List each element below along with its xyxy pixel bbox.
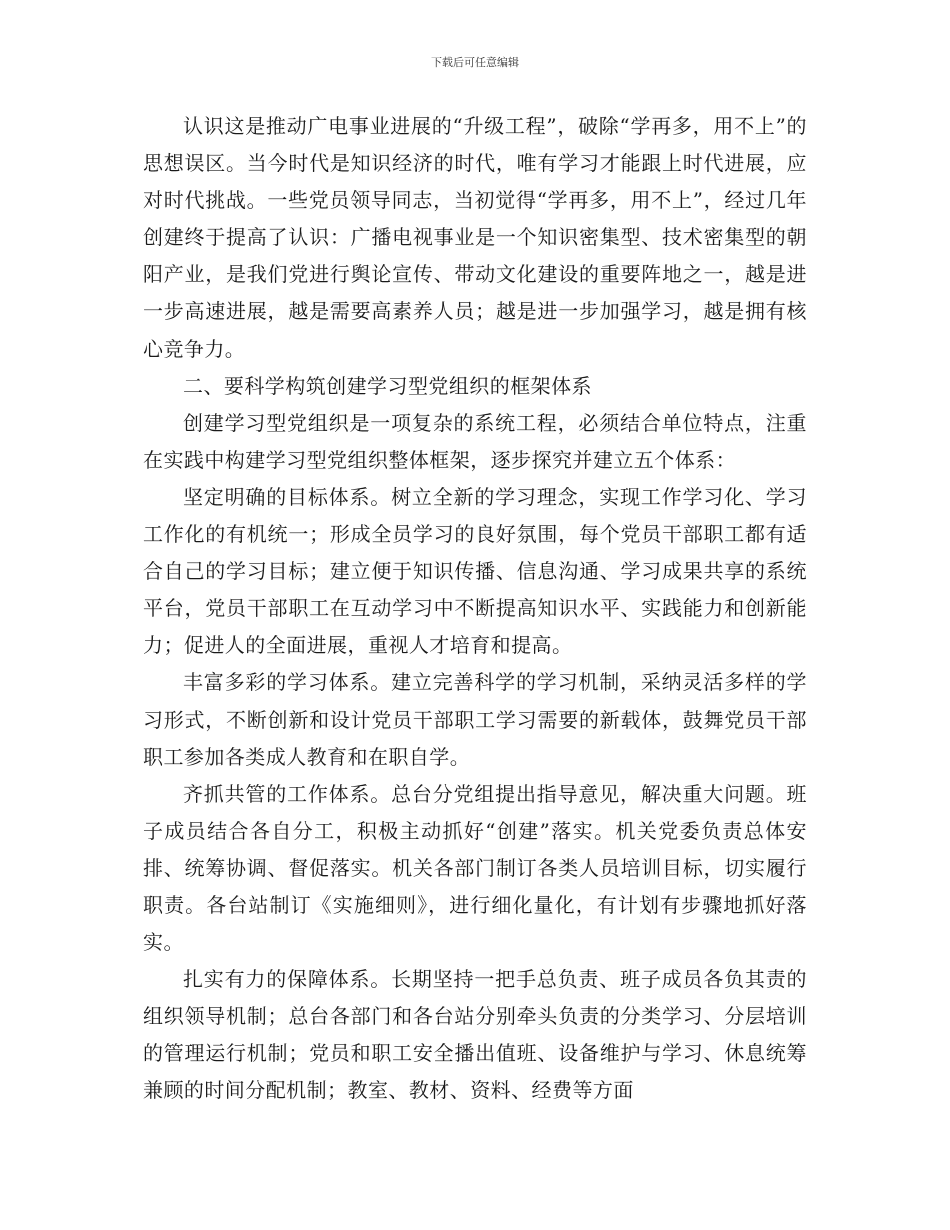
paragraph-work-system: 齐抓共管的工作体系。总台分党组提出指导意见，解决重大问题。班子成员结合各自分工，积极主动抓好“创建”落实。机关党委负责总体安排、统筹协调、督促落实。机关各部门制订各类人员培训目标，切实履行职责。各台站制订《实施细则》，进行细化量化，有计划有步骤地抓好落实。 — [143, 781, 807, 955]
page-header: 下载后可任意编辑 — [431, 56, 519, 69]
paragraph-recognition: 认识这是推动广电事业进展的“升级工程”，破除“学再多，用不上”的思想误区。当今时代是知识经济的时代，唯有学习才能跟上时代进展，应对时代挑战。一些党员领导同志，当初觉得“学再多，用不上”，经过几年创建终于提高了认识：广播电视事业是一个知识密集型、技术密集型的朝阳产业，是我们党进行舆论宣传、带动文化建设的重要阵地之一，越是进一步高速进展，越是需要高素养人员；越是进一步加强学习，越是拥有核心竞争力。 — [143, 114, 807, 361]
section-heading-framework: 二、要科学构筑创建学习型党组织的框架体系 — [183, 373, 592, 398]
document-body — [143, 108, 807, 1110]
paragraph-learning-system: 丰富多彩的学习体系。建立完善科学的学习机制，采纳灵活多样的学习形式，不断创新和设计党员干部职工学习需要的新载体，鼓舞党员干部职工参加各类成人教育和在职自学。 — [143, 670, 807, 769]
paragraph-system-engineering: 创建学习型党组织是一项复杂的系统工程，必须结合单位特点，注重在实践中构建学习型党组织整体框架，逐步探究并建立五个体系： — [143, 410, 807, 472]
paragraph-goal-system: 坚定明确的目标体系。树立全新的学习理念，实现工作学习化、学习工作化的有机统一；形成全员学习的良好氛围，每个党员干部职工都有适合自己的学习目标；建立便于知识传播、信息沟通、学习成果共享的系统平台，党员干部职工在互动学习中不断提高知识水平、实践能力和创新能力；促进人的全面进展，重视人才培育和提高。 — [143, 484, 807, 658]
paragraph-guarantee-system: 扎实有力的保障体系。长期坚持一把手总负责、班子成员各负其责的组织领导机制；总台各部门和各台站分别牵头负责的分类学习、分层培训的管理运行机制；党员和职工安全播出值班、设备维护与学习、休息统筹兼顾的时间分配机制；教室、教材、资料、经费等方面 — [143, 967, 807, 1103]
